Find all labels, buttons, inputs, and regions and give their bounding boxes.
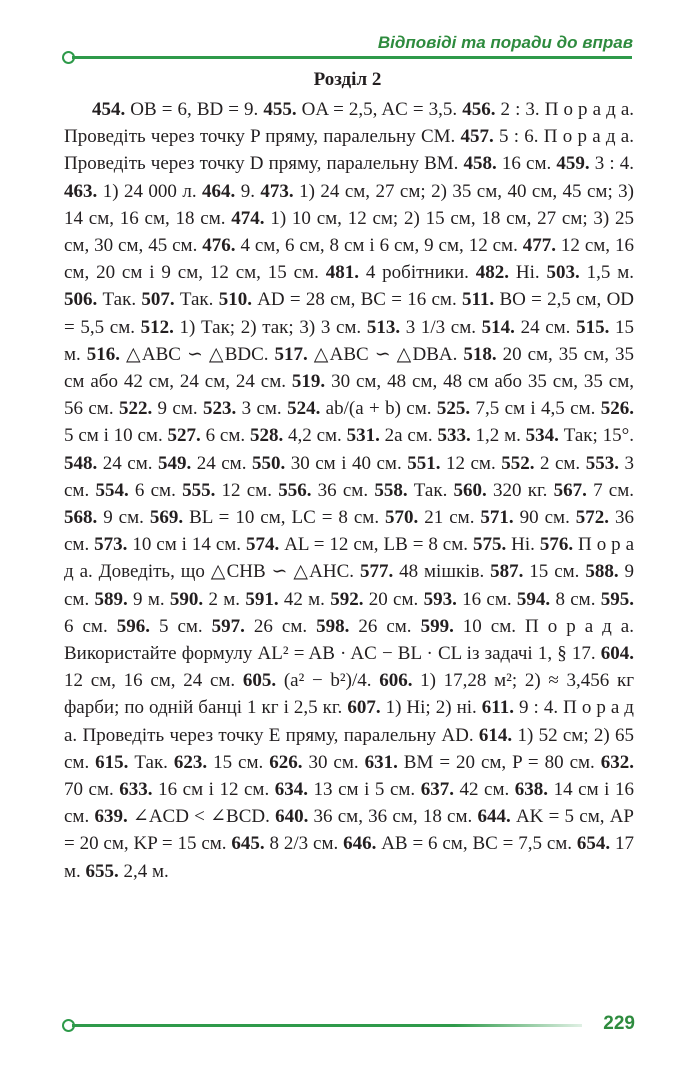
exercise-number: 510. — [218, 289, 252, 311]
exercise-number: 615. — [95, 751, 129, 773]
header-rule — [72, 56, 632, 59]
exercise-number: 589. — [94, 588, 128, 610]
exercise-number: 645. — [231, 833, 265, 855]
exercise-number: 554. — [95, 479, 129, 501]
exercise-number: 646. — [343, 833, 377, 855]
exercise-number: 572. — [575, 507, 610, 529]
exercise-number: 568. — [64, 507, 98, 529]
exercise-number: 591. — [245, 588, 279, 610]
exercise-number: 604. — [600, 643, 634, 665]
exercise-number: 511. — [461, 289, 495, 311]
exercise-number: 632. — [600, 751, 634, 773]
exercise-number: 605. — [242, 670, 277, 692]
exercise-number: 655. — [85, 860, 119, 882]
exercise-number: 595. — [600, 588, 634, 610]
exercise-number: 477. — [522, 235, 556, 257]
exercise-number: 598. — [316, 615, 350, 637]
exercise-number: 577. — [359, 561, 394, 583]
exercise-number: 607. — [347, 697, 381, 719]
exercise-number: 522. — [118, 398, 153, 420]
exercise-number: 558. — [374, 479, 408, 501]
exercise-number: 631. — [364, 751, 398, 773]
exercise-number: 458. — [463, 153, 497, 175]
exercise-number: 455. — [263, 99, 297, 120]
exercise-number: 548. — [64, 452, 98, 474]
exercise-number: 576. — [539, 534, 574, 556]
exercise-number: 531. — [346, 425, 380, 447]
exercise-number: 596. — [116, 615, 150, 637]
exercise-number: 639. — [94, 806, 128, 828]
exercise-number: 525. — [436, 398, 471, 420]
exercise-number: 640. — [275, 806, 309, 828]
exercise-number: 476. — [202, 235, 236, 257]
exercise-number: 555. — [182, 479, 216, 501]
exercise-number: 573. — [94, 534, 128, 556]
exercise-number: 474. — [231, 207, 265, 229]
answers-paragraph: 454. OB = 6, BD = 9. 455. OA = 2,5, AC = 3,5. 456. 2 : 3. П о р а д а. Проведіть через точку P пряму, паралельну CM. 457. 5 : 6. П о р а д а. Проведіть через точку D пряму, паралельну BM. 458. 16 см. 459. 3 : 4. 463. 1) 24 000 л. 464. 9. 473. 1) 24 см, 27 см; 2) 35 см, 40 см, 45 см; 3) 14 см, 16 см, 18 см. 474. 1) 10 см, 12 см; 2) 15 см, 18 см, 27 см; 3) 25 см, 30 см, 45 см. 476. 4 см, 6 см, 8 см і 6 см, 9 см, 12 см. 477. 12 см, 16 см, 20 см і 9 см, 12 см, 15 см. 481. 4 робітники. 482. Ні. 503. 1,5 м. 506. Так. 507. Так. 510. AD = 28 см, BC = 16 см. 511. BO = 2,5 см, OD = 5,5 см. 512. 1) Так; 2) так; 3) 3 см. 513. 3 1/3 см. 514. 24 см. 515. 15 м. 516. △ABC ∽ △BDC. 517. △ABC ∽ △DBA. 518. 20 см, 35 см, 35 см або 42 см, 24 см, 24 см. 519. 30 см, 48 см, 48 см або 35 см, 35 см, 56 см. 522. 9 см. 523. 3 см. 524. ab/(a + b) см. 525. 7,5 см і 4,5 см. 526. 5 см і 10 см. 527. 6 см. 528. 4,2 см. 531. 2a см. 533. 1,2 м. 534. Так; 15°. 548. 24 см. 549. 24 см. 550. 30 см і 40 см. 551. 12 см. 552. 2 см. 553. 3 см. 554. 6 см. 555. 12 см. 556. 36 см. 558. Так. 560. 320 кг. 567. 7 см. 568. 9 см. 569. BL = 10 см, LC = 8 см. 570. 21 см. 571. 90 см. 572. 36 см. 573. 10 см і 14 см. 574. AL = 12 см, LB = 8 см. 575. Ні. 576. П о р а д а. Доведіть, що △CHB ∽ △AHC. 577. 48 мішків. 587. 15 см. 588. 9 см. 589. 9 м. 590. 2 м. 591. 42 м. 592. 20 см. 593. 16 см. 594. 8 см. 595. 6 см. 596. 5 см. 597. 26 см. 598. 26 см. 599. 10 см. П о р а д а. Використайте формулу AL² = AB · AC − BL · CL із задачі 1, § 17. 604. 12 см, 16 см, 24 см. 605. (a² − b²)/4. 606. 1) 17,28 м²; 2) ≈ 3,456 кг фарби; по одній банці 1 кг і 2,5 кг. 607. 1) Ні; 2) ні. 611. 9 : 4. П о р а д а. Проведіть через точку E пряму, паралельну AD. 614. 1) 52 см; 2) 65 см. 615. Так. 623. 15 см. 626. 30 см. 631. BM = 20 см, P = 80 см. 632. 70 см. 633. 16 см і 12 см. 634. 13 см і 5 см. 637. 42 см. 638. 14 см і 16 см. 639. ∠ACD < ∠BCD. 640. 36 см, 36 см, 18 см. 644. AK = 5 см, AP = 20 см, KP = 15 см. 645. 8 2/3 см. 646. AB = 6 см, BC = 7,5 см. 654. 17 м. 655. 2,4 м. — [64, 99, 635, 882]
exercise-number: 482. — [475, 262, 510, 284]
exercise-number: 569. — [149, 507, 184, 529]
exercise-number: 654. — [576, 833, 611, 855]
exercise-number: 534. — [525, 425, 559, 447]
exercise-number: 611. — [481, 697, 514, 719]
exercise-number: 512. — [140, 316, 174, 338]
exercise-number: 456. — [462, 99, 496, 120]
exercise-number: 473. — [260, 180, 294, 202]
exercise-number: 481. — [325, 262, 359, 284]
exercise-number: 606. — [379, 670, 413, 692]
exercise-number: 516. — [86, 343, 121, 365]
exercise-number: 574. — [246, 534, 280, 556]
exercise-number: 464. — [202, 180, 236, 202]
exercise-number: 633. — [119, 779, 153, 801]
exercise-number: 551. — [407, 452, 441, 474]
exercise-number: 570. — [385, 507, 419, 529]
exercise-number: 571. — [480, 507, 514, 529]
exercise-number: 523. — [203, 398, 237, 420]
exercise-number: 567. — [553, 479, 587, 501]
exercise-number: 507. — [141, 289, 175, 311]
exercise-number: 518. — [463, 343, 497, 365]
exercise-number: 514. — [481, 316, 515, 338]
exercise-number: 515. — [576, 316, 610, 338]
exercise-number: 644. — [477, 806, 511, 828]
exercise-number: 626. — [269, 751, 303, 773]
exercise-number: 597. — [211, 615, 245, 637]
exercise-number: 590. — [169, 588, 204, 610]
exercise-number: 623. — [173, 751, 208, 773]
exercise-number: 463. — [64, 180, 98, 202]
exercise-number: 459. — [556, 153, 590, 175]
exercise-number: 528. — [249, 425, 284, 447]
exercise-number: 634. — [274, 779, 308, 801]
exercise-number: 549. — [157, 452, 192, 474]
exercise-number: 553. — [585, 452, 619, 474]
exercise-number: 587. — [490, 561, 524, 583]
exercise-number: 560. — [453, 479, 487, 501]
exercise-number: 552. — [501, 452, 535, 474]
exercise-number: 638. — [514, 779, 549, 801]
footer-rule — [72, 1024, 582, 1027]
exercise-number: 614. — [478, 724, 513, 746]
exercise-number: 454. — [92, 99, 126, 120]
exercise-number: 503. — [546, 262, 580, 284]
exercise-number: 592. — [330, 588, 364, 610]
exercise-number: 594. — [516, 588, 551, 610]
exercise-number: 588. — [585, 561, 619, 583]
exercise-number: 526. — [600, 398, 634, 420]
exercise-number: 506. — [64, 289, 98, 311]
section-title: Розділ 2 — [313, 69, 382, 90]
exercise-number: 517. — [274, 343, 308, 365]
exercise-number: 527. — [167, 425, 201, 447]
exercise-number: 599. — [420, 615, 454, 637]
page-number: 229 — [603, 1013, 635, 1034]
exercise-number: 524. — [287, 398, 321, 420]
exercise-number: 556. — [278, 479, 312, 501]
exercise-number: 593. — [423, 588, 457, 610]
exercise-number: 533. — [437, 425, 471, 447]
exercise-number: 457. — [460, 126, 494, 148]
header-title: Відповіді та поради до вправ — [377, 33, 633, 52]
exercise-number: 519. — [291, 371, 326, 393]
exercise-number: 637. — [420, 779, 454, 801]
exercise-number: 550. — [251, 452, 286, 474]
exercise-number: 575. — [472, 534, 507, 556]
exercise-number: 513. — [366, 316, 401, 338]
